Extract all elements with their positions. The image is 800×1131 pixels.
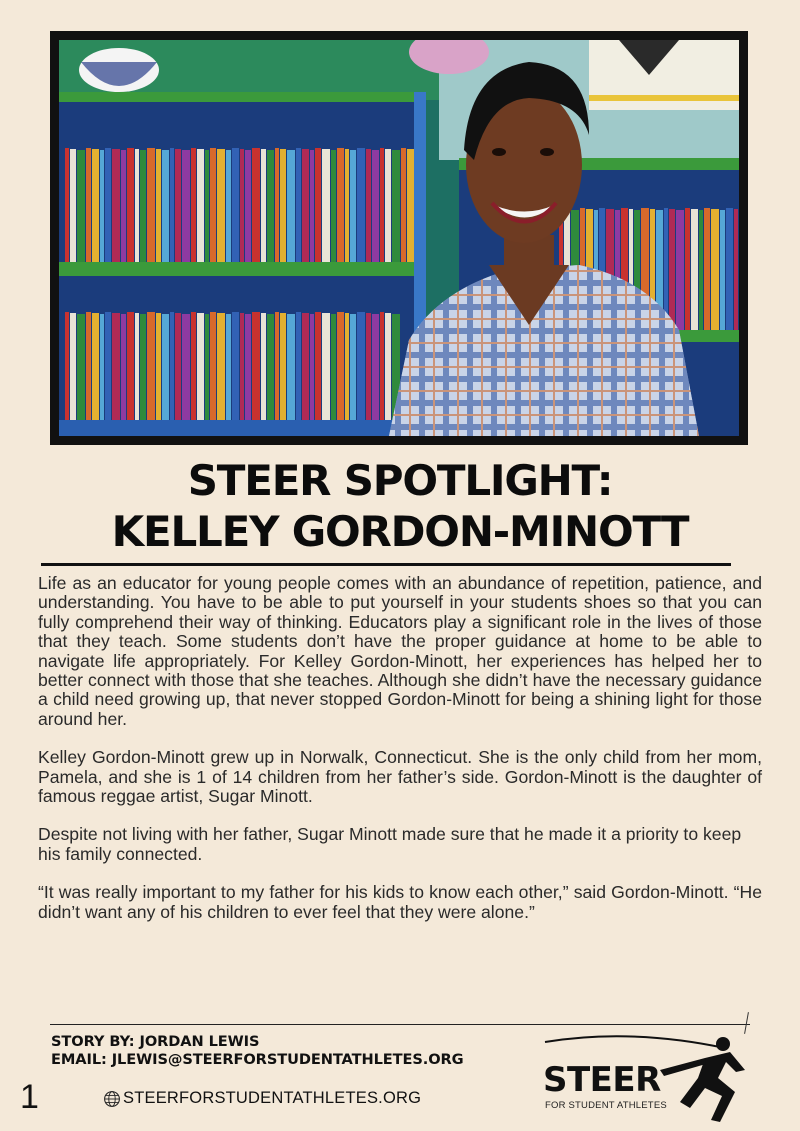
book-spine xyxy=(86,312,91,420)
book-spine xyxy=(734,209,738,330)
book-spine xyxy=(70,313,76,420)
book-spine xyxy=(105,148,111,262)
book-spine xyxy=(77,314,85,420)
book-spine xyxy=(65,312,69,420)
steer-logo xyxy=(540,1030,755,1125)
book-spine xyxy=(267,150,274,262)
title-divider xyxy=(41,563,731,566)
book-spine xyxy=(205,150,209,262)
spotlight-title: STEER SPOTLIGHT: xyxy=(187,456,613,505)
book-spine xyxy=(296,148,301,262)
book-spine xyxy=(70,149,76,262)
book-spine xyxy=(232,312,239,420)
book-spine xyxy=(685,208,690,330)
book-spine xyxy=(156,149,161,262)
book-spine xyxy=(245,314,251,420)
book-spine xyxy=(240,149,244,262)
book-spine xyxy=(92,313,99,420)
book-spine xyxy=(210,312,216,420)
book-spine xyxy=(162,150,169,262)
book-spine xyxy=(92,149,99,262)
book-spine xyxy=(156,313,161,420)
book-spine xyxy=(197,149,204,262)
book-spine xyxy=(345,313,349,420)
book-spine xyxy=(77,150,85,262)
book-spine xyxy=(245,150,251,262)
book-spine xyxy=(261,313,266,420)
book-spine xyxy=(191,148,196,262)
book-spine xyxy=(366,313,371,420)
book-spine xyxy=(162,314,169,420)
book-spine xyxy=(127,148,134,262)
logo-tagline: FOR STUDENT ATHLETES xyxy=(545,1100,667,1111)
book-spine xyxy=(100,314,104,420)
paragraph-1: Life as an educator for young people comes with an abundance of repetition, patience, and understanding. You have to be able to put yourself in your students shoes so that you can fully comprehend their way of thinking. Educators play a significant role in the lives of those that they teach. Some students don’t have the proper guidance at home to be able to navigate life appropriately. For Kelley Gordon-Minott, her experiences has helped her to better connect with those that she teaches. Although she didn’t have the necessary guidance a child need growing up, that never stopped Gordon-Minott for being a shining light for those around her. xyxy=(38,573,762,729)
book-spine xyxy=(197,313,204,420)
book-spine xyxy=(676,210,684,330)
spotlight-photo xyxy=(50,31,748,445)
book-spine xyxy=(322,149,330,262)
website-url: STEERFORSTUDENTATHLETES.ORG xyxy=(123,1089,422,1107)
spotlight-subject-name: KELLEY GORDON-MINOTT xyxy=(111,507,689,556)
website-link[interactable] xyxy=(103,1089,421,1108)
book-spine xyxy=(121,150,126,262)
book-spine xyxy=(191,312,196,420)
book-spine xyxy=(711,209,719,330)
book-spine xyxy=(275,148,279,262)
book-spine xyxy=(267,314,274,420)
paragraph-3: Despite not living with her father, Sugar Minott made sure that he made it a priority to keep his family connected. xyxy=(38,824,742,864)
book-spine xyxy=(261,149,266,262)
book-spine xyxy=(112,149,120,262)
book-spine xyxy=(127,312,134,420)
book-spine xyxy=(350,314,356,420)
book-spine xyxy=(217,149,225,262)
book-spine xyxy=(210,148,216,262)
book-spine xyxy=(175,149,181,262)
story-byline: STORY BY: JORDAN LEWIS xyxy=(51,1033,260,1050)
book-spine xyxy=(147,312,155,420)
book-spine xyxy=(280,313,286,420)
book-spine xyxy=(407,149,414,262)
book-spine xyxy=(366,149,371,262)
book-spine xyxy=(302,149,309,262)
book-spine xyxy=(182,150,190,262)
book-spine xyxy=(704,208,710,330)
book-spine xyxy=(337,148,344,262)
book-spine xyxy=(372,150,379,262)
book-spine xyxy=(315,148,321,262)
book-spine xyxy=(140,314,146,420)
book-spine xyxy=(147,148,155,262)
book-spine xyxy=(252,312,260,420)
book-spine xyxy=(380,312,384,420)
book-spine xyxy=(217,313,225,420)
book-spine xyxy=(240,313,244,420)
book-spine xyxy=(280,149,286,262)
book-spine xyxy=(315,312,321,420)
book-spine xyxy=(100,150,104,262)
book-spine xyxy=(331,314,336,420)
book-spine xyxy=(345,149,349,262)
book-spine xyxy=(372,314,379,420)
book-spine xyxy=(302,313,309,420)
book-spine xyxy=(296,312,301,420)
book-spine xyxy=(392,150,400,262)
book-spine xyxy=(252,148,260,262)
book-spine xyxy=(385,149,391,262)
author-email[interactable]: EMAIL: JLEWIS@STEERFORSTUDENTATHLETES.ORG xyxy=(51,1051,464,1068)
paragraph-4: “It was really important to my father for his kids to know each other,” said Gordon-Minott. “He didn’t want any of his children to ever feel that they were alone.” xyxy=(38,882,762,922)
paragraph-2: Kelley Gordon-Minott grew up in Norwalk, Connecticut. She is the only child from her mom, Pamela, and she is 1 of 14 children from her father’s side. Gordon-Minott is the daughter of famous reggae artist, Sugar Minott. xyxy=(38,747,762,807)
book-spine xyxy=(691,209,698,330)
portrait-illustration xyxy=(59,40,739,436)
book-spine xyxy=(65,148,69,262)
book-spine xyxy=(170,148,174,262)
book-spine xyxy=(135,313,139,420)
book-spine xyxy=(322,313,330,420)
book-spine xyxy=(726,208,733,330)
book-spine xyxy=(380,148,384,262)
book-spine xyxy=(121,314,126,420)
footer-divider xyxy=(50,1024,750,1025)
article-body xyxy=(38,574,762,941)
book-spine xyxy=(287,314,295,420)
book-spine xyxy=(182,314,190,420)
globe-icon xyxy=(103,1090,121,1108)
book-spine xyxy=(720,210,725,330)
book-spine xyxy=(226,314,231,420)
logo-wordmark: STEER xyxy=(543,1060,661,1100)
book-spine xyxy=(135,149,139,262)
book-spine xyxy=(699,210,703,330)
page-number: 1 xyxy=(20,1078,39,1116)
book-spine xyxy=(275,312,279,420)
book-spine xyxy=(385,313,391,420)
book-spine xyxy=(310,314,314,420)
book-spine xyxy=(350,150,356,262)
book-spine xyxy=(112,313,120,420)
book-spine xyxy=(337,312,344,420)
book-spine xyxy=(170,312,174,420)
book-spine xyxy=(175,313,181,420)
book-spine xyxy=(140,150,146,262)
book-spine xyxy=(105,312,111,420)
book-spine xyxy=(357,148,365,262)
book-spine xyxy=(331,150,336,262)
book-spine xyxy=(357,312,365,420)
book-spine xyxy=(287,150,295,262)
book-spine xyxy=(205,314,209,420)
book-spine xyxy=(232,148,239,262)
book-spine xyxy=(226,150,231,262)
book-spine xyxy=(310,150,314,262)
book-spine xyxy=(86,148,91,262)
book-spine xyxy=(401,148,406,262)
book-spine xyxy=(669,209,675,330)
